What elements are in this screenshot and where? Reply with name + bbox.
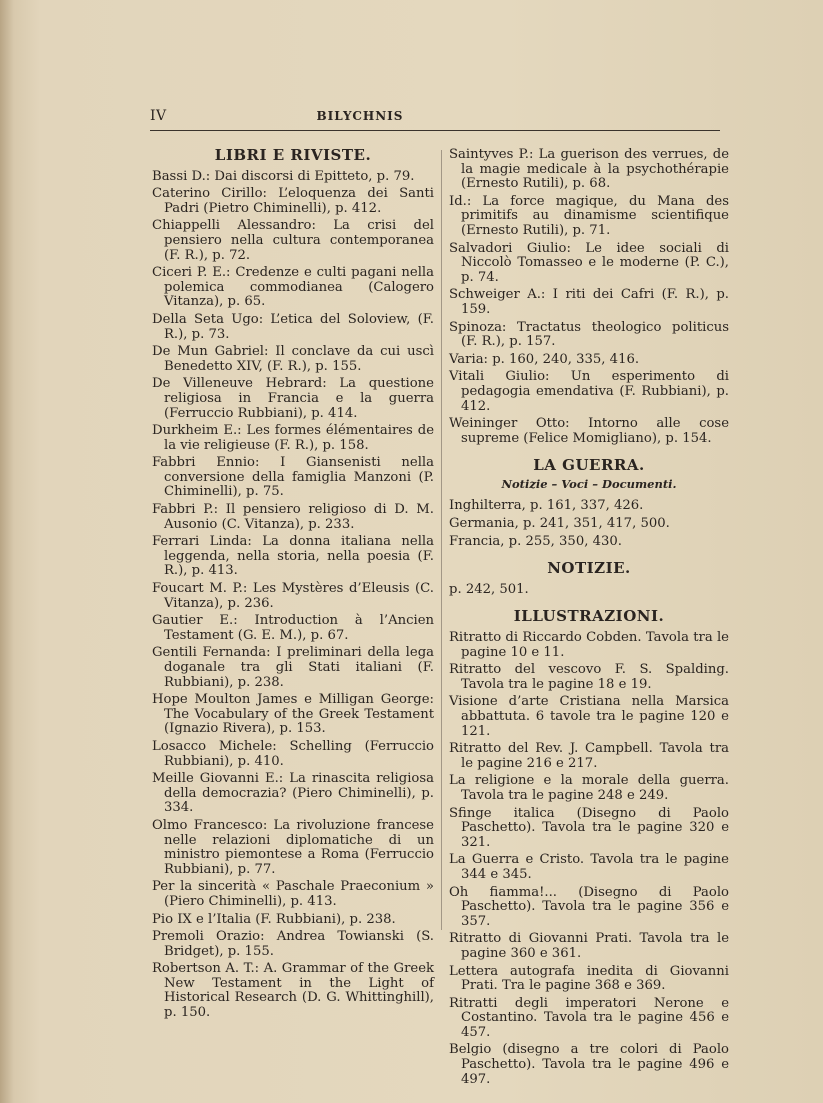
right-column	[449, 148, 729, 1090]
libri-entry: Gentili Fernanda: I preliminari della lega doganale tra gli Stati italiani (F. Rubbiani), p. 238.	[152, 645, 434, 690]
illustrazione-entry: La religione e la morale della guerra. Tavola tra le pagine 248 e 249.	[449, 773, 729, 803]
notizie-entry: p. 242, 501.	[449, 581, 529, 597]
libri-entry: Pio IX e l’Italia (F. Rubbiani), p. 238.	[152, 911, 396, 927]
libri-entry: Robertson A. T.: A. Grammar of the Greek New Testament in the Light of Historical Research (D. G. Whittinghill), p. 150.	[152, 961, 434, 1021]
illustrazioni-list	[449, 631, 729, 1087]
libri-entry: Losacco Michele: Schelling (Ferruccio Rubbiani), p. 410.	[152, 738, 434, 769]
column-divider	[441, 150, 442, 930]
libri-entry: Hope Moulton James e Milligan George: The Vocabulary of the Greek Testament (Ignazio Rivera), p. 153.	[152, 692, 434, 737]
section-title-libri: LIBRI E RIVISTE.	[214, 146, 372, 164]
illustrazione-entry: Ritratto del vescovo F. S. Spalding. Tavola tra le pagine 18 e 19.	[449, 662, 729, 692]
libri-list	[152, 170, 434, 1021]
illustrazione-entry: Ritratto del Rev. J. Campbell. Tavola tra le pagine 216 e 217.	[449, 741, 729, 771]
section-title-illustrazioni: ILLUSTRAZIONI.	[513, 607, 665, 626]
libri-entry: Spinoza: Tractatus theologico politicus (F. R.), p. 157.	[449, 319, 729, 350]
guerra-entry: Germania, p. 241, 351, 417, 500.	[449, 516, 670, 532]
left-column	[152, 148, 434, 1024]
illustrazione-entry: Belgio (disegno a tre colori di Paolo Paschetto). Tavola tra le pagine 496 e 497.	[449, 1042, 729, 1087]
libri-entry: Saintyves P.: La guerison des verrues, de la magie medicale à la psychothérapie (Ernesto Rutili), p. 68.	[449, 147, 729, 192]
libri-entry: De Villeneuve Hebrard: La questione religiosa in Francia e la guerra (Ferruccio Rubbiani), p. 414.	[152, 376, 434, 421]
libri-entry: Foucart M. P.: Les Mystères d’Eleusis (C. Vitanza), p. 236.	[152, 581, 434, 611]
libri-entry: Weininger Otto: Intorno alle cose supreme (Felice Momigliano), p. 154.	[449, 416, 729, 446]
libri-entry: Olmo Francesco: La rivoluzione francese nelle relazioni diplomatiche di un ministro piemontese a Roma (Ferruccio Rubbiani), p. 77.	[152, 817, 434, 877]
libri-entry: Varia: p. 160, 240, 335, 416.	[449, 351, 640, 367]
libri-entry: Per la sincerità « Paschale Praeconium » (Piero Chiminelli), p. 413.	[152, 879, 434, 909]
guerra-entry: Inghilterra, p. 161, 337, 426.	[449, 498, 644, 514]
libri-entry: Salvadori Giulio: Le idee sociali di Niccolò Tomasseo e le moderne (P. C.), p. 74.	[449, 240, 729, 285]
libri-entry: Premoli Orazio: Andrea Towianski (S. Bridget), p. 155.	[152, 929, 434, 959]
page-number: IV	[150, 108, 167, 124]
libri-entry: Bassi D.: Dai discorsi di Epitteto, p. 79.	[152, 168, 415, 184]
section-title-guerra: LA GUERRA.	[533, 456, 645, 475]
libri-entry: Ciceri P. E.: Credenze e culti pagani nella polemica commodianea (Calogero Vitanza), p. 65.	[152, 265, 434, 310]
libri-entry: Della Seta Ugo: L’etica del Soloview, (F. R.), p. 73.	[152, 311, 434, 342]
illustrazione-entry: Visione d’arte Cristiana nella Marsica abbattuta. 6 tavole tra le pagine 120 e 121.	[449, 694, 729, 739]
section-subtitle-guerra: Notizie – Voci – Documenti.	[501, 476, 677, 491]
illustrazione-entry: Lettera autografa inedita di Giovanni Prati. Tra le pagine 368 e 369.	[449, 963, 729, 994]
guerra-list	[449, 499, 729, 549]
libri-entry: Chiappelli Alessandro: La crisi del pensiero nella cultura contemporanea (F. R.), p. 72.	[152, 218, 434, 263]
illustrazione-entry: Ritratto di Giovanni Prati. Tavola tra le pagine 360 e 361.	[449, 931, 729, 961]
libri-entry: Id.: La force magique, du Mana des primitifs au dinamisme scientifique (Ernesto Rutili), p. 71.	[449, 193, 729, 238]
libri-entry: Fabbri P.: Il pensiero religioso di D. M. Ausonio (C. Vitanza), p. 233.	[152, 502, 434, 532]
libri-entry: Durkheim E.: Les formes élémentaires de la vie religieuse (F. R.), p. 158.	[152, 423, 434, 453]
illustrazione-entry: Oh fiamma!... (Disegno di Paolo Paschetto). Tavola tra le pagine 356 e 357.	[449, 884, 729, 929]
page-header	[150, 108, 720, 131]
running-title: BILYCHNIS	[316, 109, 404, 123]
libri-entry: Fabbri Ennio: I Giansenisti nella conversione della famiglia Manzoni (P. Chiminelli), p. 75.	[152, 455, 434, 500]
libri-list-continued	[449, 148, 729, 446]
libri-entry: Ferrari Linda: La donna italiana nella leggenda, nella storia, nella poesia (F. R.), p. 413.	[152, 534, 434, 579]
illustrazione-entry: Ritratti degli imperatori Nerone e Costantino. Tavola tra le pagine 456 e 457.	[449, 995, 729, 1040]
libri-entry: De Mun Gabriel: Il conclave da cui uscì Benedetto XIV, (F. R.), p. 155.	[152, 344, 434, 374]
illustrazione-entry: La Guerra e Cristo. Tavola tra le pagine 344 e 345.	[449, 852, 729, 882]
guerra-entry: Francia, p. 255, 350, 430.	[449, 533, 622, 549]
libri-entry: Vitali Giulio: Un esperimento di pedagogia emendativa (F. Rubbiani), p. 412.	[449, 369, 729, 414]
libri-entry: Caterino Cirillo: L’eloquenza dei Santi Padri (Pietro Chiminelli), p. 412.	[152, 186, 434, 216]
section-title-notizie: NOTIZIE.	[547, 559, 631, 578]
illustrazione-entry: Ritratto di Riccardo Cobden. Tavola tra le pagine 10 e 11.	[449, 630, 729, 660]
illustrazione-entry: Sfinge italica (Disegno di Paolo Paschetto). Tavola tra le pagine 320 e 321.	[449, 805, 729, 850]
libri-entry: Meille Giovanni E.: La rinascita religiosa della democrazia? (Piero Chiminelli), p. 334.	[152, 771, 434, 816]
libri-entry: Gautier E.: Introduction à l’Ancien Testament (G. E. M.), p. 67.	[152, 613, 434, 643]
libri-entry: Schweiger A.: I riti dei Cafri (F. R.), p. 159.	[449, 287, 729, 317]
